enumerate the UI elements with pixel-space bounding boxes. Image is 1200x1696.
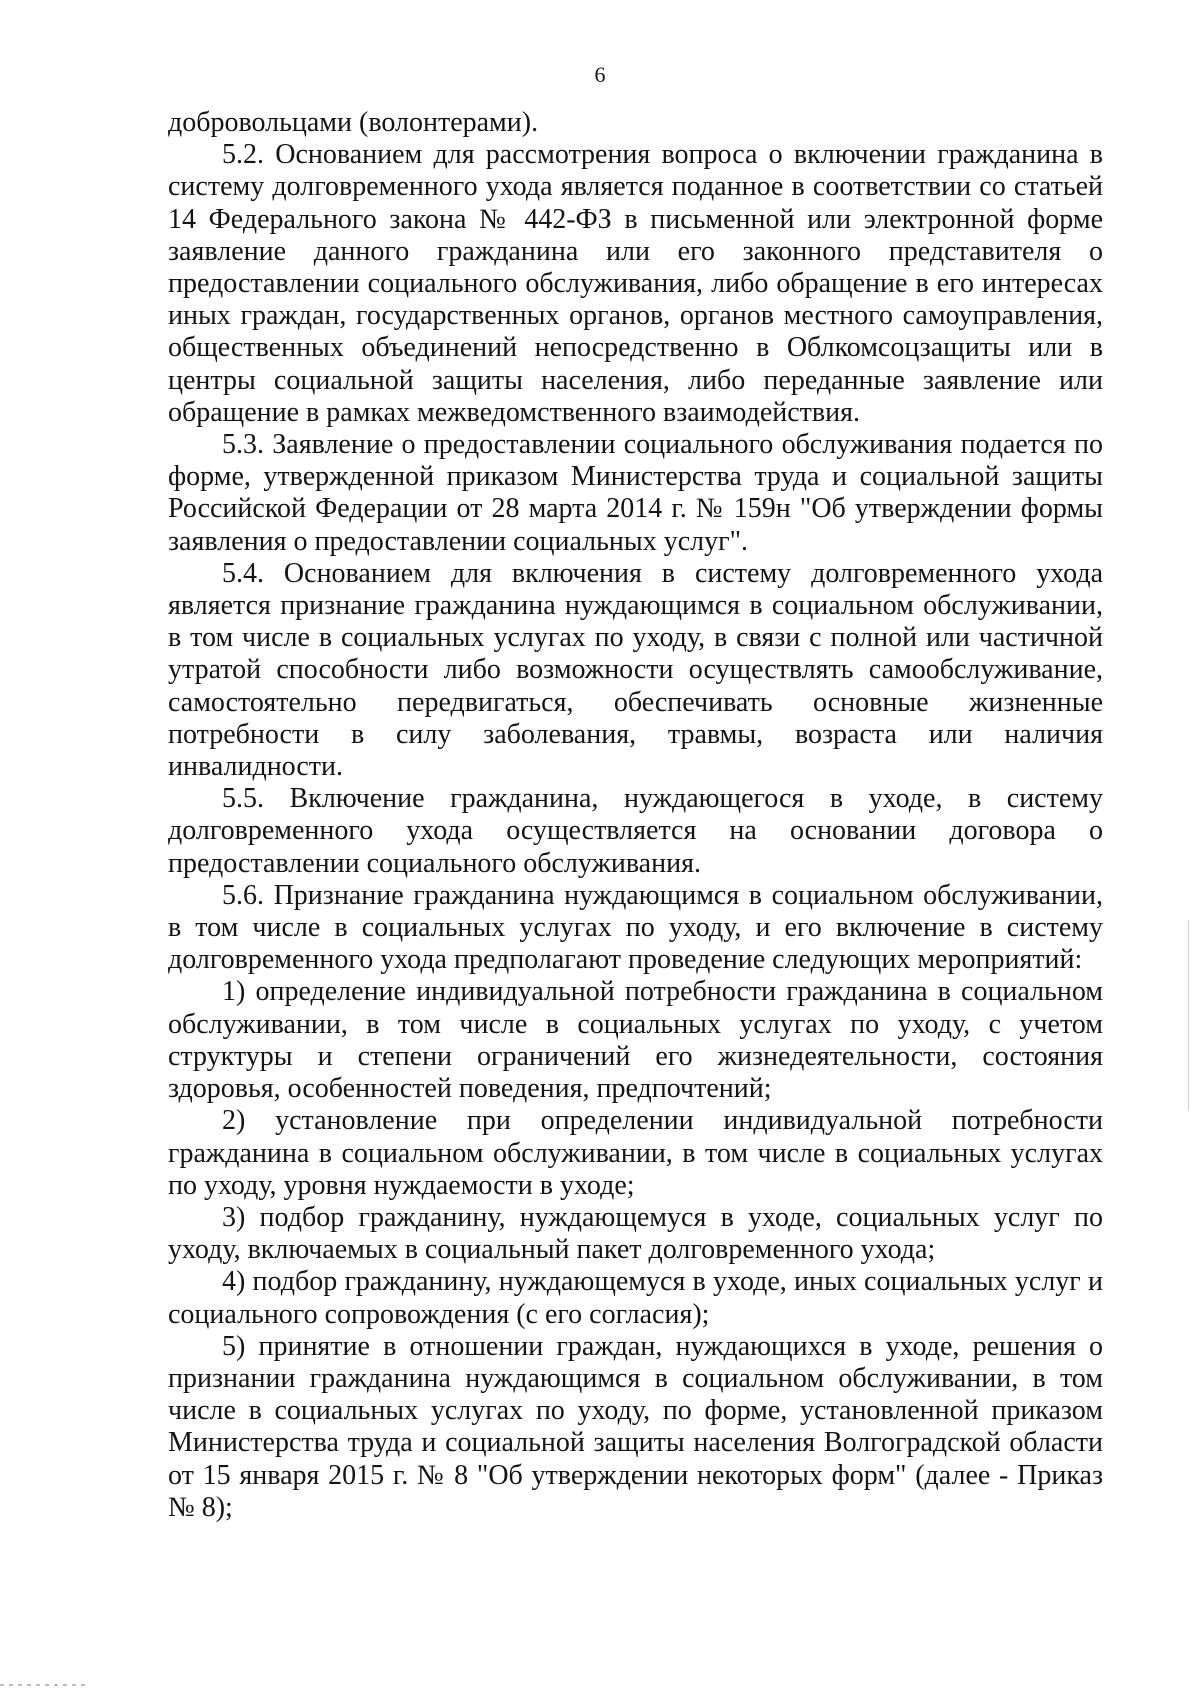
page-number: 6 [594, 62, 606, 87]
paragraph-5-4: 5.4. Основанием для включения в систему долговременного ухода является признание гражданина нуждающимся в социальном обслуживании, в том числе в социальных услугах по уходу, в связи с полной или частичной утратой способности либо возможности осуществлять самообслуживание, самостоятельно передвигаться, обеспечивать основные жизненные потребности в силу заболевания, травмы, возраста или наличия инвалидности. [168, 557, 1103, 783]
paragraph-5-3: 5.3. Заявление о предоставлении социального обслуживания подается по форме, утвержденной приказом Министерства труда и социальной защиты Российской Федерации от 28 марта 2014 г. № 159н "Об утверждении формы заявления о предоставлении социальных услуг". [168, 429, 1103, 557]
list-item-3: 3) подбор гражданину, нуждающемуся в уходе, социальных услуг по уходу, включаемых в социальный пакет долговременного ухода; [168, 1201, 1103, 1266]
document-body [168, 107, 1103, 1524]
list-item-4: 4) подбор гражданину, нуждающемуся в уходе, иных социальных услуг и социального сопровождения (с его согласия); [168, 1266, 1103, 1330]
paragraph-continuation: добровольцами (волонтерами). [168, 107, 539, 138]
paragraph-5-2: 5.2. Основанием для рассмотрения вопроса о включении гражданина в систему долговременного ухода является поданное в соответствии со статьей 14 Федерального закона № 442-ФЗ в письменной или электронной форме заявление данного гражданина или его законного представителя о предоставлении социального обслуживания, либо обращение в его интересах иных граждан, государственных органов, органов местного самоуправления, общественных объединений непосредственно в Облкомсоцзащиты или в центры социальной защиты населения, либо переданные заявление или обращение в рамках межведомственного взаимодействия. [168, 139, 1103, 428]
scan-footer-mark [0, 1684, 90, 1686]
list-item-2: 2) установление при определении индивидуальной потребности гражданина в социальном обслуживании, в том числе в социальных услугах по уходу, уровня нуждаемости в уходе; [168, 1105, 1103, 1201]
list-item-1: 1) определение индивидуальной потребности гражданина в социальном обслуживании, в том числе в социальных услугах по уходу, с учетом структуры и степени ограничений его жизнедеятельности, состояния здоровья, особенностей поведения, предпочтений; [168, 976, 1103, 1105]
list-item-5: 5) принятие в отношении граждан, нуждающихся в уходе, решения о признании гражданина нуждающимся в социальном обслуживании, в том числе в социальных услугах по уходу, по форме, установленной приказом Министерства труда и социальной защиты населения Волгоградской области от 15 января 2015 г. № 8 "Об утверждении некоторых форм" (далее - Приказ № 8); [168, 1330, 1103, 1523]
paragraph-5-6: 5.6. Признание гражданина нуждающимся в социальном обслуживании, в том числе в социальных услугах по уходу, и его включение в систему долговременного ухода предполагают проведение следующих мероприятий: [168, 879, 1103, 976]
scan-edge-mark [1188, 920, 1189, 1110]
paragraph-5-5: 5.5. Включение гражданина, нуждающегося в уходе, в систему долговременного ухода осуществляется на основании договора о предоставлении социального обслуживания. [168, 783, 1103, 879]
